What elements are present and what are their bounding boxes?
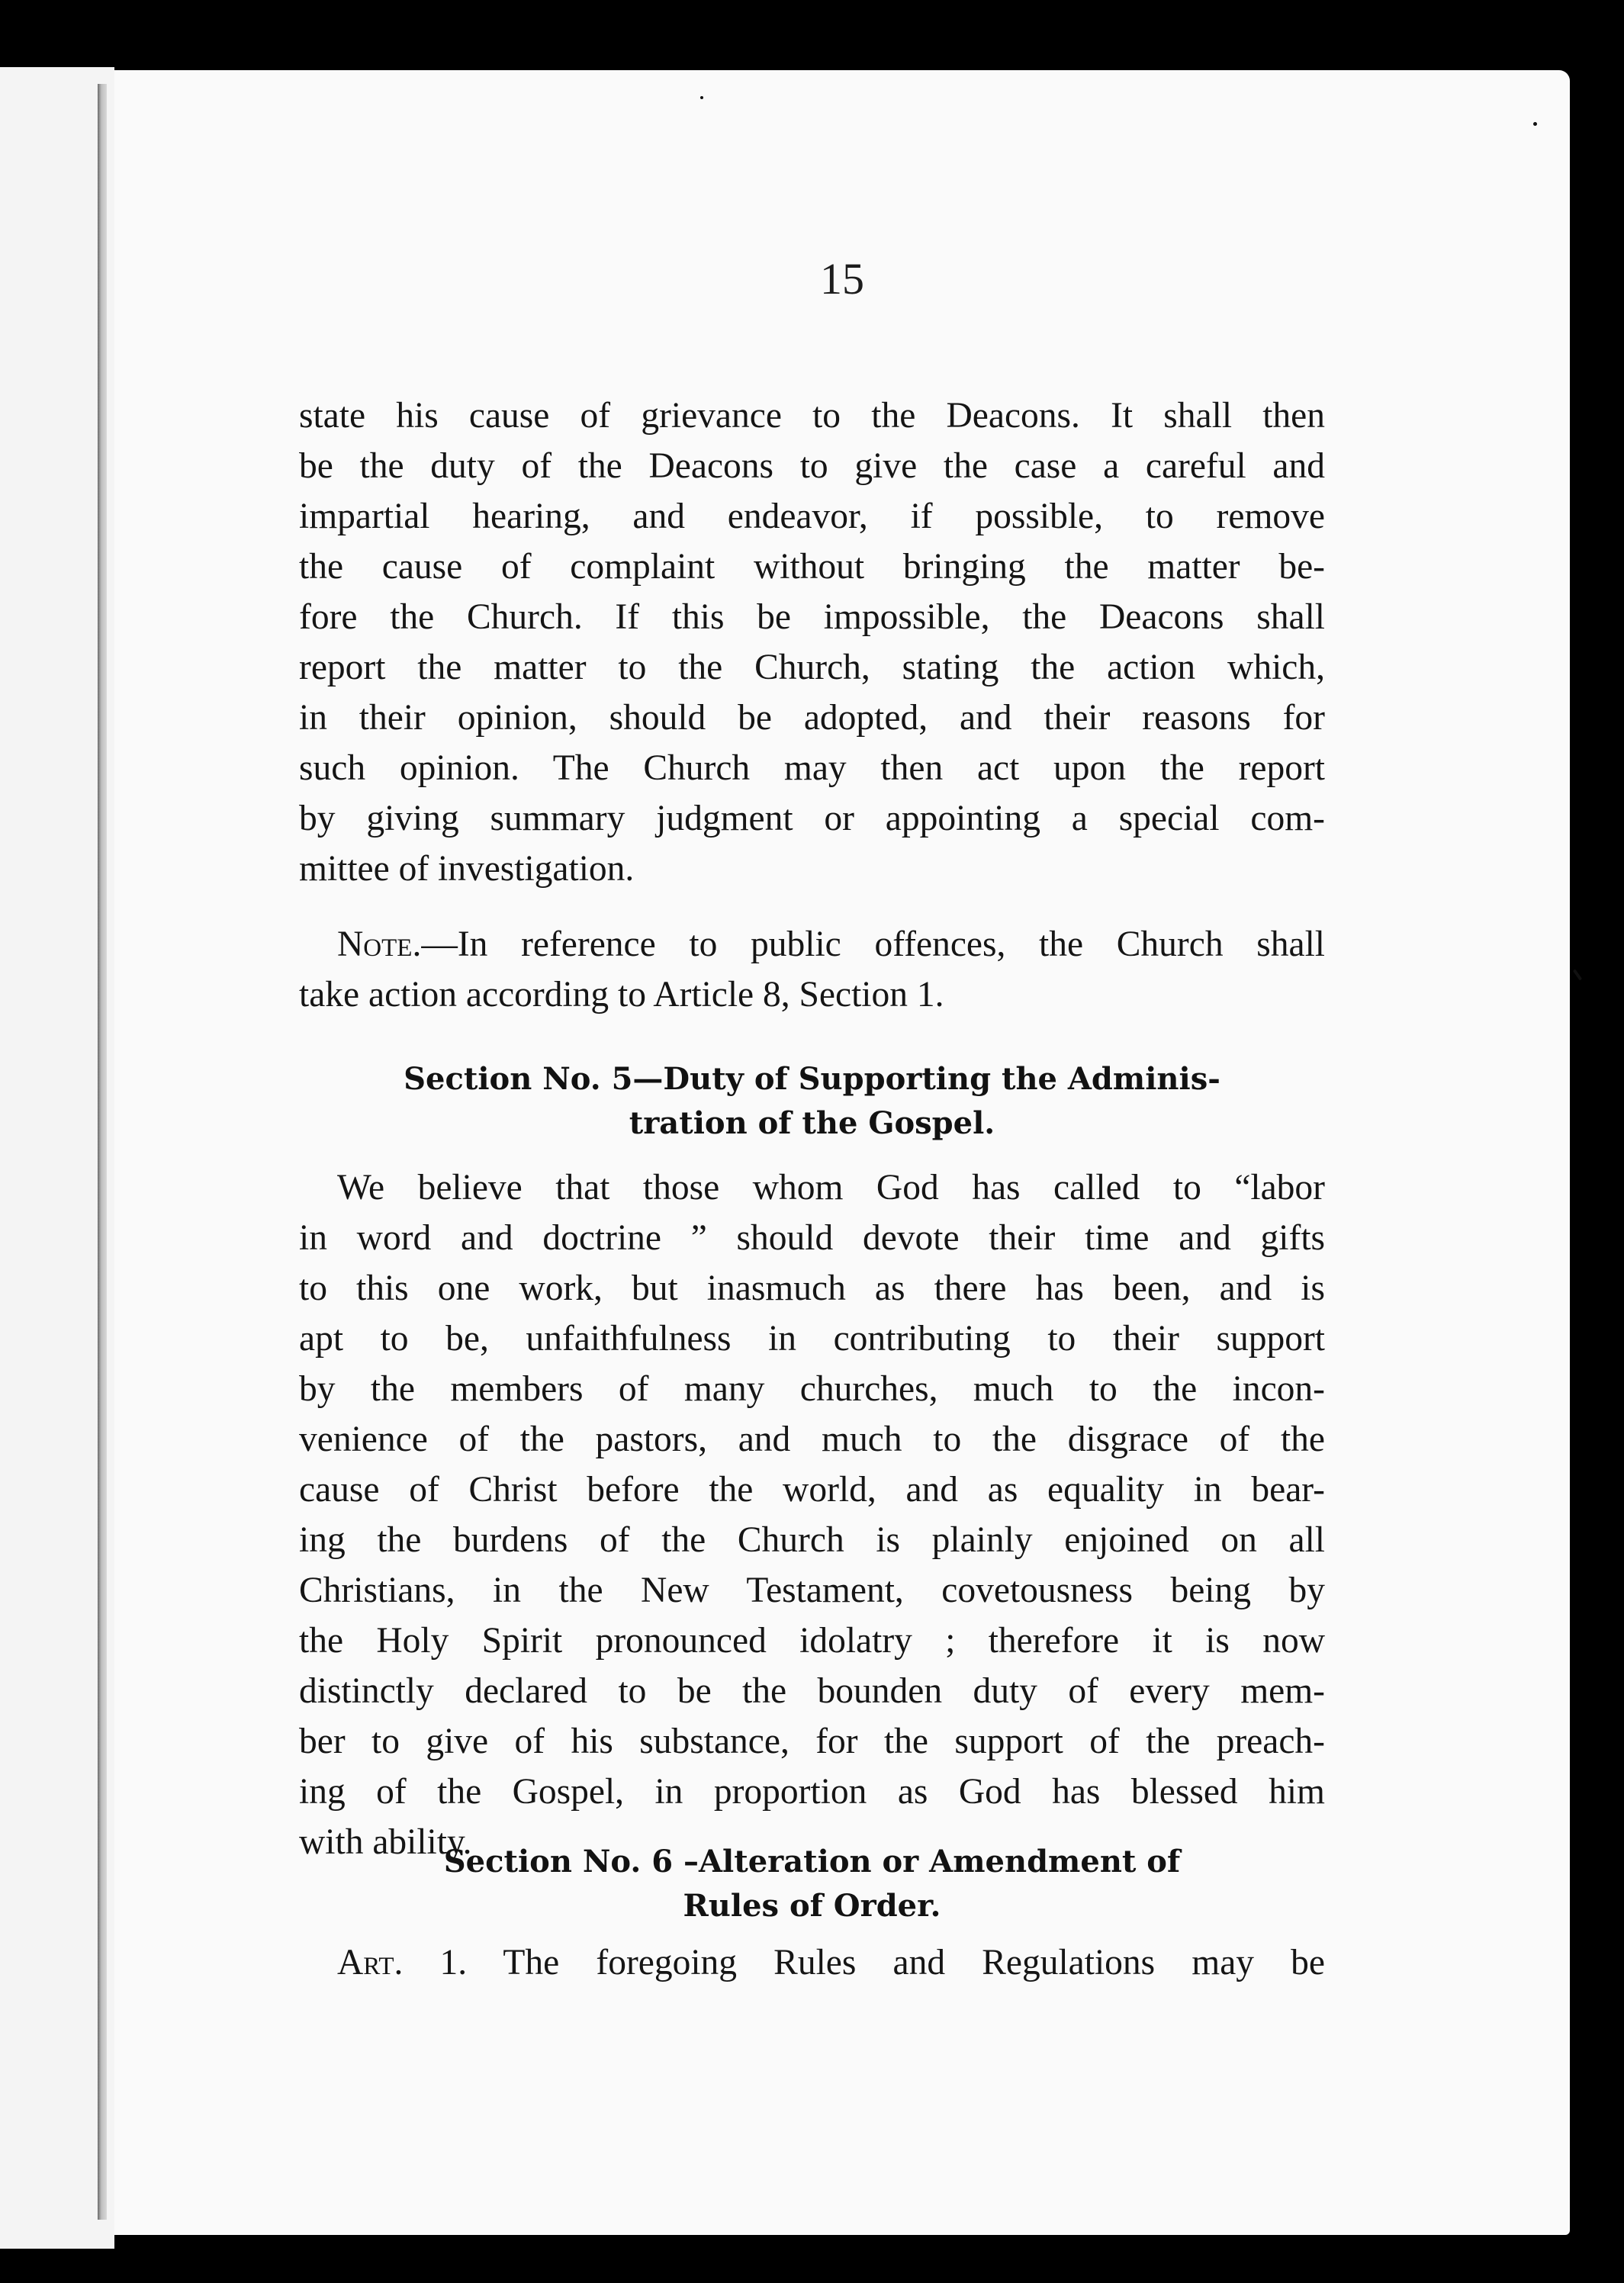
text-line: ber to give of his substance, for the support of the preach- xyxy=(299,1722,1325,1761)
heading-line: tration of the Gospel. xyxy=(629,1105,995,1141)
text-line xyxy=(299,1937,1325,1988)
text-line: distinctly declared to be the bounden duty of every mem- xyxy=(299,1671,1325,1711)
text-line: state his cause of grievance to the Deacons. It shall then xyxy=(299,396,1325,436)
text-line: in their opinion, should be adopted, and their reasons for xyxy=(299,698,1325,738)
note-text: —In reference to public offences, the Church shall xyxy=(421,924,1325,964)
section-6-heading xyxy=(299,1840,1325,1928)
text-line: be the duty of the Deacons to give the case a careful and xyxy=(299,446,1325,486)
text-line: the cause of complaint without bringing the matter be- xyxy=(299,547,1325,587)
text-line: ing of the Gospel, in proportion as God has blessed him xyxy=(299,1772,1325,1812)
dust-speck xyxy=(700,96,703,99)
text-line: fore the Church. If this be impossible, the Deacons shall xyxy=(299,597,1325,637)
page-gutter xyxy=(98,84,107,2220)
heading-line: Rules of Order. xyxy=(683,1888,941,1924)
text-line: by the members of many churches, much to the incon- xyxy=(299,1369,1325,1409)
section-5-paragraph xyxy=(299,1162,1325,1867)
heading-line: Section No. 5—Duty of Supporting the Adminis- xyxy=(404,1061,1220,1097)
text-line: venience of the pastors, and much to the disgrace of the xyxy=(299,1420,1325,1459)
text-line: apt to be, unfaithfulness in contributing to their support xyxy=(299,1319,1325,1359)
heading-line: Section No. 6 –Alteration or Amendment of xyxy=(443,1844,1181,1879)
text-line: with ability. xyxy=(299,1822,472,1862)
page-number: 15 xyxy=(820,254,864,304)
text-line xyxy=(299,919,1325,969)
text-line: ing the burdens of the Church is plainly enjoined on all xyxy=(299,1520,1325,1560)
note-label: Note. xyxy=(337,924,422,964)
section-5-heading xyxy=(299,1057,1325,1146)
text-line: cause of Christ before the world, and as equality in bear- xyxy=(299,1470,1325,1510)
text-line: report the matter to the Church, stating the action which, xyxy=(299,648,1325,687)
text-line: by giving summary judgment or appointing a special com- xyxy=(299,799,1325,838)
text-line: to this one work, but inasmuch as there has been, and is xyxy=(299,1269,1325,1308)
text-line: Christians, in the New Testament, covetousness being by xyxy=(299,1571,1325,1610)
text-line: We believe that those whom God has called to “labor xyxy=(337,1168,1325,1207)
dust-speck xyxy=(1573,969,1582,980)
section-6-paragraph xyxy=(299,1937,1325,1988)
note-paragraph xyxy=(299,919,1325,1020)
text-line: in word and doctrine ” should devote their time and gifts xyxy=(299,1218,1325,1258)
book-page xyxy=(114,70,1570,2235)
text-line: take action according to Article 8, Section 1. xyxy=(299,975,944,1014)
article-label: Art. xyxy=(337,1943,404,1982)
text-line: such opinion. The Church may then act upon the report xyxy=(299,748,1325,788)
text-line: the Holy Spirit pronounced idolatry ; therefore it is now xyxy=(299,1621,1325,1661)
text-line: mittee of investigation. xyxy=(299,849,635,889)
article-text: 1. The foregoing Rules and Regulations may be xyxy=(403,1943,1325,1982)
text-line: impartial hearing, and endeavor, if possible, to remove xyxy=(299,497,1325,536)
dust-speck xyxy=(1533,122,1537,126)
grievance-paragraph xyxy=(299,391,1325,894)
